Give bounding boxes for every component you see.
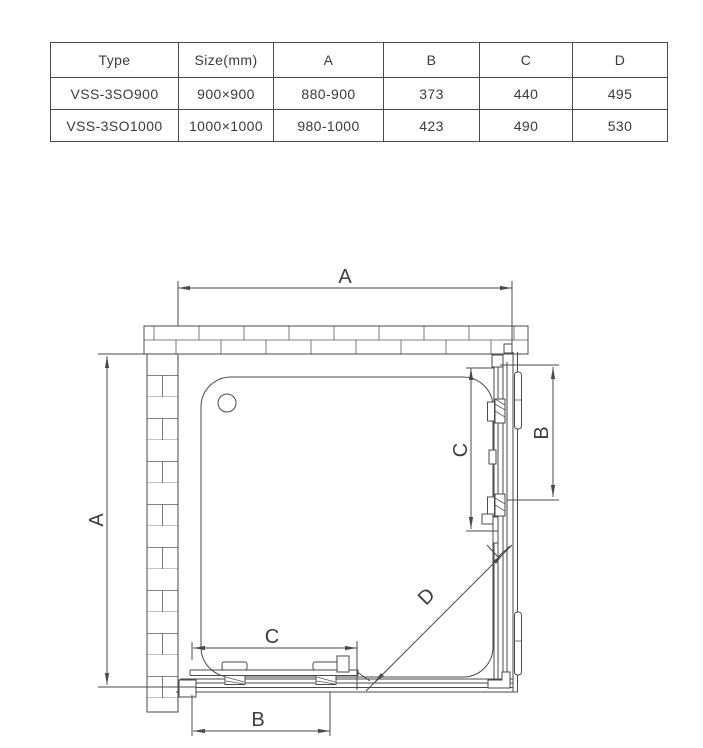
cell-a: 980-1000: [274, 110, 384, 142]
cell-b: 423: [384, 110, 480, 142]
right-door-assembly: [482, 344, 522, 692]
door-handle-lower: [515, 612, 522, 675]
col-header-d: D: [573, 43, 668, 78]
roller-assembly-left: [222, 662, 247, 685]
col-header-a: A: [274, 43, 384, 78]
dim-label-a-left: A: [86, 513, 108, 527]
dimension-b-right: [500, 365, 559, 500]
roller-assembly-right: [313, 662, 338, 685]
cell-d: 495: [573, 78, 668, 110]
cell-size: 900×900: [179, 78, 274, 110]
cell-b: 373: [384, 78, 480, 110]
cell-size: 1000×1000: [179, 110, 274, 142]
dim-label-b-right: B: [531, 426, 553, 440]
shower-tray: [201, 377, 493, 677]
left-brick-wall: [147, 354, 178, 712]
dimension-a-left: [86, 354, 196, 687]
dimension-d-diagonal: [366, 545, 512, 691]
dim-label-c-right: C: [450, 442, 472, 458]
corner-bracket: [488, 672, 510, 688]
cell-type: VSS-3SO900: [51, 78, 179, 110]
cell-d: 530: [573, 110, 668, 142]
door-handle-knob: [337, 656, 349, 672]
dim-label-a-top: A: [338, 266, 352, 288]
dim-label-b-bottom: B: [251, 709, 265, 731]
col-header-size: Size(mm): [179, 43, 274, 78]
dim-label-d: D: [413, 583, 440, 610]
top-brick-wall: [144, 326, 528, 354]
dimension-b-bottom: [192, 692, 330, 736]
door-handle-upper: [515, 372, 522, 429]
col-header-type: Type: [51, 43, 179, 78]
dim-label-c-bottom: C: [264, 626, 280, 648]
roller-assembly-bottom: [482, 494, 505, 543]
cell-c: 490: [480, 110, 573, 142]
roller-assembly-top: [488, 399, 506, 423]
cell-a: 880-900: [274, 78, 384, 110]
drain-circle: [218, 394, 236, 412]
cell-c: 440: [480, 78, 573, 110]
col-header-c: C: [480, 43, 573, 78]
col-header-b: B: [384, 43, 480, 78]
cell-type: VSS-3SO1000: [51, 110, 179, 142]
